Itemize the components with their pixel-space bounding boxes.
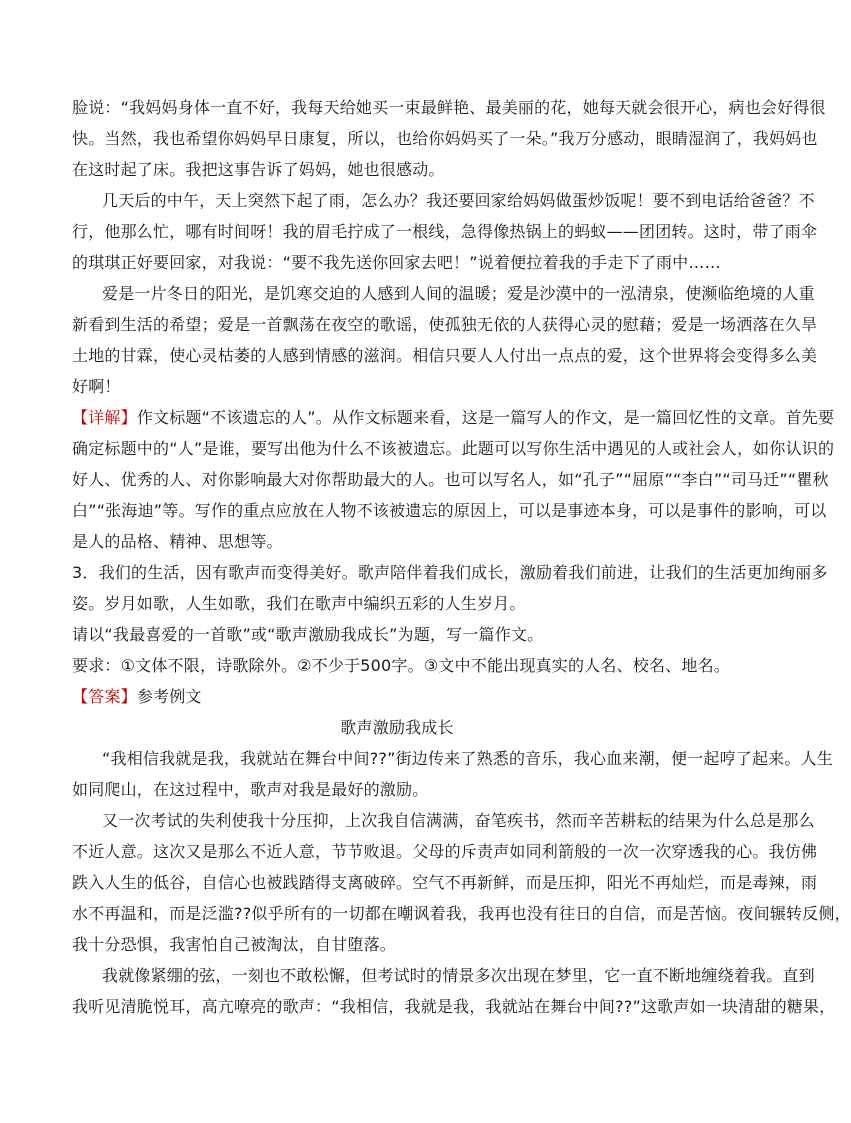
text-line: 土地的甘霖，使心灵枯萎的人感到情感的滋润。相信只要人人付出一点点的爱，这个世界将会变得多么美 (72, 346, 818, 365)
text-line: 脸说：“我妈妈身体一直不好，我每天给她买一束最鲜艳、最美丽的花，她每天就会很开心，病也会好得很 (72, 98, 826, 117)
text-line: 确定标题中的“人”是谁，要写出他为什么不该被遗忘。此题可以写你生活中遇见的人或社会人，如你认识的 (72, 439, 835, 458)
essay-title: 歌声激励我成长 (340, 718, 454, 737)
paragraph-start-line: “我相信我就是我，我就站在舞台中间??”街边传来了熟悉的音乐，我心血来潮，便一起哼了起来。人生 (102, 749, 833, 768)
text-line: 快。当然，我也希望你妈妈早日康复，所以，也给你妈妈买了一朵。”我万分感动，眼睛湿润了，我妈妈也 (72, 129, 818, 148)
text-line: 跌入人生的低谷，自信心也被践踏得支离破碎。空气不再新鲜，而是压抑，阳光不再灿烂，而是毒辣，雨 (72, 873, 818, 892)
text-line: 我十分恐惧，我害怕自己被淘汰，自甘堕落。 (72, 935, 397, 954)
text-line: 的琪琪正好要回家，对我说：“要不我先送你回家去吧！”说着便拉着我的手走下了雨中…… (72, 253, 721, 272)
text-line: 我听见清脆悦耳，高亢嘹亮的歌声：“我相信，我就是我，我就站在舞台中间??”这歌声如一块清甜的糖果， (72, 997, 836, 1016)
document-page (72, 92, 851, 1022)
paragraph-start-line: 爱是一片冬日的阳光，是饥寒交迫的人感到人间的温暖；爱是沙漠中的一泓清泉，使濒临绝境的人重 (102, 284, 815, 303)
paragraph-start-line: 又一次考试的失利使我十分压抑，上次我自信满满，奋笔疾书，然而辛苦耕耘的结果为什么总是那么 (102, 811, 815, 830)
text-line: 行，他那么忙，哪有时间呀！我的眉毛拧成了一根线，急得像热锅上的蚂蚁——团团转。这时，带了雨伞 (72, 222, 818, 241)
answer-tag: 【答案】 (72, 687, 137, 706)
prompt-line: 请以“我最喜爱的一首歌”或“歌声激励我成长”为题，写一篇作文。 (72, 625, 544, 644)
text-line: 好啊！ (72, 377, 121, 396)
text-line: 如同爬山，在这过程中，歌声对我是最好的激励。 (72, 780, 429, 799)
text-line: 好人、优秀的人、对你影响最大对你帮助最大的人。也可以写名人，如“孔子”“屈原”“李白”“司马迁”“瞿秋 (72, 470, 829, 489)
paragraph-start-line: 我就像紧绷的弦，一刻也不敢松懈，但考试时的情景多次出现在梦里，它一直不断地缠绕着我。直到 (102, 966, 815, 985)
answer-section-line: 【答案】参考例文 (72, 687, 202, 706)
text-line: 是人的品格、精神、思想等。 (72, 532, 283, 551)
text-line: 水不再温和，而是泛滥??似乎所有的一切都在嘲讽着我，我再也没有往日的自信，而是苦恼。夜间辗转反侧， (72, 904, 851, 923)
requirements-line: 要求：①文体不限，诗歌除外。②不少于500字。③文中不能出现真实的人名、校名、地名。 (72, 656, 730, 675)
paragraph-start-line: 几天后的中午，天上突然下起了雨，怎么办？我还要回家给妈妈做蛋炒饭呢！要不到电话给爸爸？不 (102, 191, 815, 210)
text-line: 姿。岁月如歌，人生如歌，我们在歌声中编织五彩的人生岁月。 (72, 594, 526, 613)
text-line: 不近人意。这次又是那么不近人意，节节败退。父母的斥责声如同利箭般的一次一次穿透我的心。我仿佛 (72, 842, 818, 861)
detail-tag: 【详解】 (72, 408, 137, 427)
text-line: 白”“张海迪”等。写作的重点应放在人物不该被遗忘的原因上，可以是事迹本身，可以是事件的影响，可以 (72, 501, 827, 520)
detail-section-line: 【详解】作文标题“不该遗忘的人”。从作文标题来看，这是一篇写人的作文，是一篇回忆性的文章。首先要 (72, 408, 835, 427)
text-line: 新看到生活的希望；爱是一首飘荡在夜空的歌谣，使孤独无依的人获得心灵的慰藉；爱是一场洒落在久旱 (72, 315, 818, 334)
question-3-line: 3．我们的生活，因有歌声而变得美好。歌声陪伴着我们成长，激励着我们前进，让我们的生活更加绚丽多 (72, 563, 828, 582)
text-line: 在这时起了床。我把这事告诉了妈妈，她也很感动。 (72, 160, 445, 179)
